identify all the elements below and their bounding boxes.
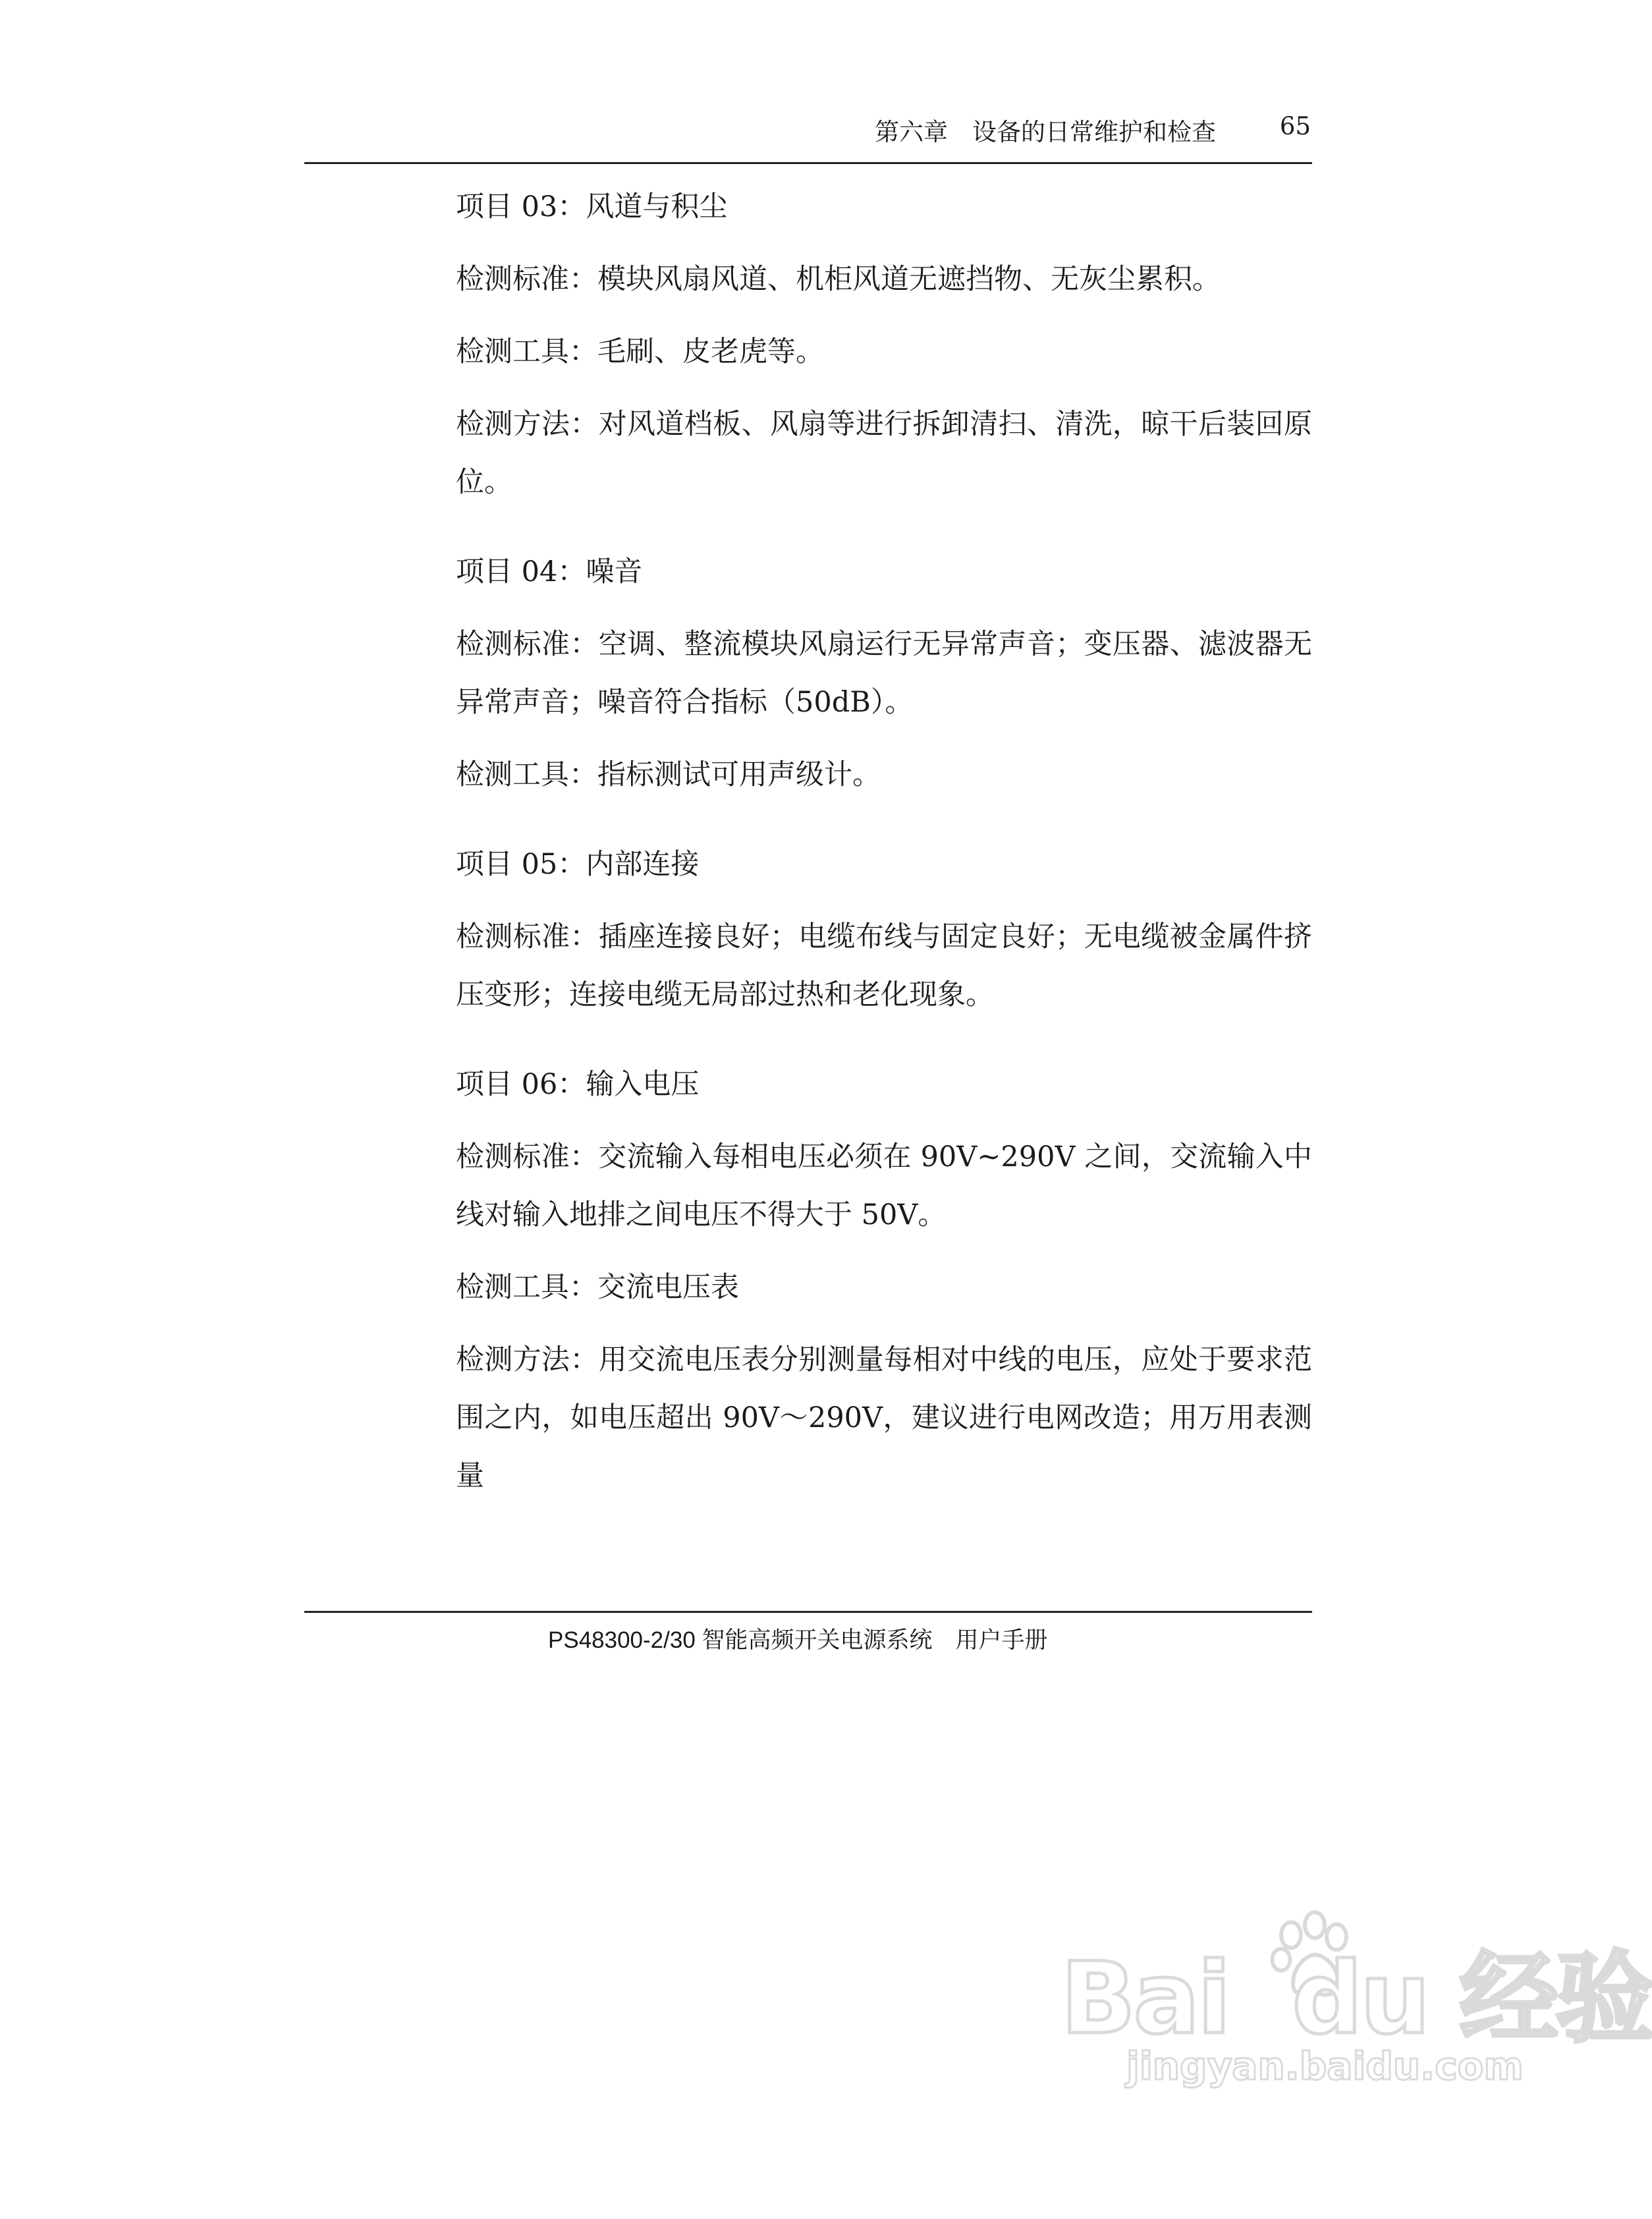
section-title-06: 项目 06：输入电压 xyxy=(456,1068,700,1101)
detection-standard-04: 检测标准：空调、整流模块风扇运行无异常声音；变压器、滤波器无异常声音；噪音符合指标（50dB）。 xyxy=(456,628,1312,719)
section-title-03: 项目 03：风道与积尘 xyxy=(456,190,728,223)
baidu-logo-text: Bai du 经验 xyxy=(1060,1942,1652,2056)
baidu-watermark xyxy=(1060,1919,1652,2103)
footer-manual-title: PS48300-2/30 智能高频开关电源系统 用户手册 xyxy=(548,1627,1048,1653)
page-footer xyxy=(304,1611,1312,1653)
chapter-title: 第六章 设备的日常维护和检查 xyxy=(875,118,1216,146)
detection-tool-03: 检测工具：毛刷、皮老虎等。 xyxy=(456,335,824,368)
page-header xyxy=(304,99,1312,164)
page-number: 65 xyxy=(1279,112,1311,140)
section-title-05: 项目 05：内部连接 xyxy=(456,848,700,881)
section-title-04: 项目 04：噪音 xyxy=(456,555,643,588)
detection-standard-06: 检测标准：交流输入每相电压必须在 90V~290V 之间，交流输入中线对输入地排之间电压不得大于 50V。 xyxy=(456,1140,1312,1231)
detection-method-06: 检测方法：用交流电压表分别测量每相对中线的电压，应处于要求范围之内，如电压超出 90V～290V，建议进行电网改造；用万用表测量 xyxy=(456,1343,1312,1492)
detection-method-03: 检测方法：对风道档板、风扇等进行拆卸清扫、清洗，晾干后装回原位。 xyxy=(456,408,1312,499)
detection-tool-06: 检测工具：交流电压表 xyxy=(456,1271,739,1304)
detection-standard-05: 检测标准：插座连接良好；电缆布线与固定良好；无电缆被金属件挤压变形；连接电缆无局部过热和老化现象。 xyxy=(456,920,1312,1011)
page-body xyxy=(456,178,1312,1519)
baidu-url-text: jingyan.baidu.com xyxy=(1126,2044,1524,2089)
detection-tool-04: 检测工具：指标测试可用声级计。 xyxy=(456,758,881,791)
detection-standard-03: 检测标准：模块风扇风道、机柜风道无遮挡物、无灰尘累积。 xyxy=(456,263,1221,296)
